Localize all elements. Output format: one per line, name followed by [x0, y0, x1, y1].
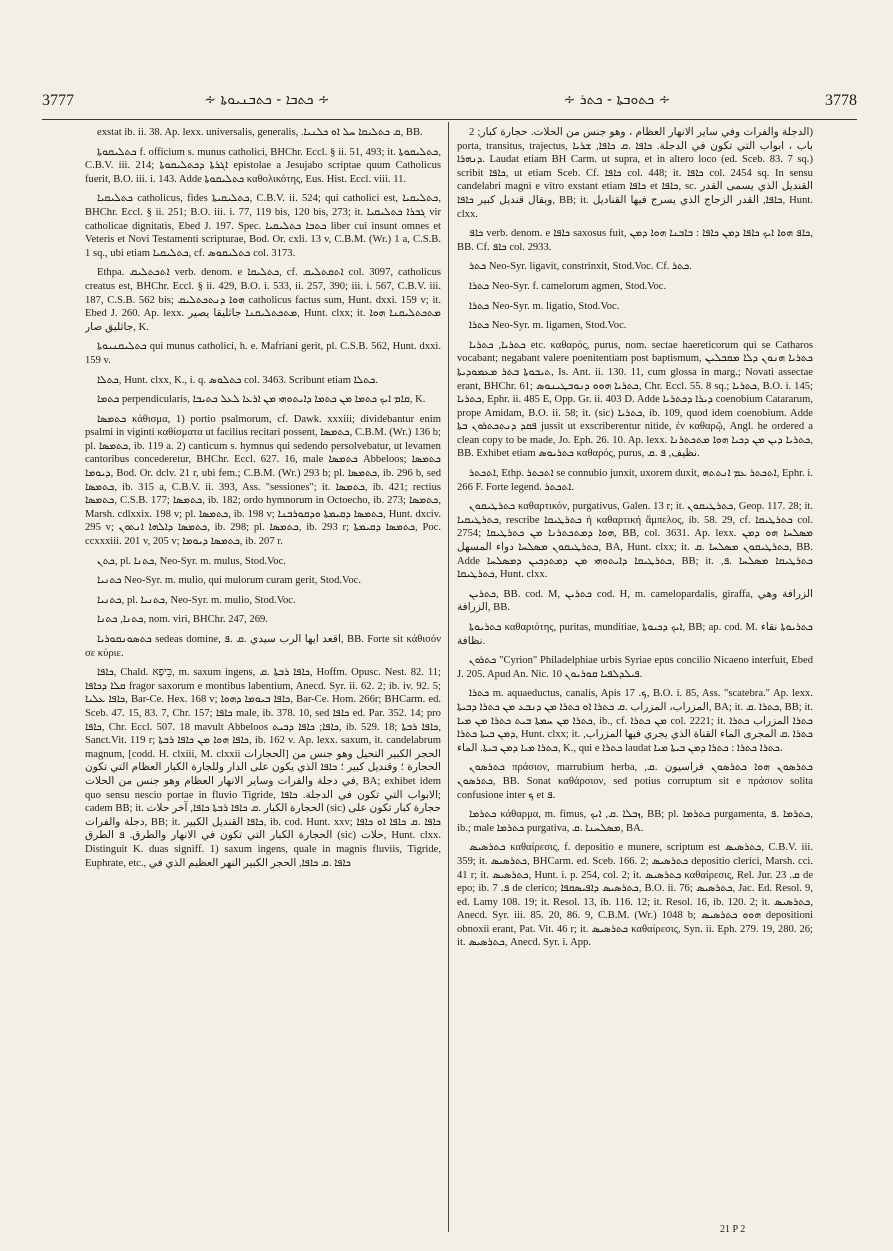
dictionary-entry: ܟܬܪܝܐ, ܟܬܪܝܐ etc. καθαρός, purus, nom. sectae haereticorum qui se Catharos vocabant; negabant valere poenitentiam post baptismum, ܟܬܪܝܐ ܗܢܘܢ ܕܠܐ ܡܩܒܠܝܢ ܬܝܒܘܬܐ ܒܬܪ ܡܥܡܘܕܝܬܐ, Is. Ant. ii. 130. 11, cum glossa in marg.; Novati assectae erant, BHChr. 61; ܟܬܪܝܐ ܗܘܘ ܕܢܘܒܛܝܢܘܣ, Chr. Eccl. 55. 8 sq.; ܟܬܪܝܐ, B.O. i. 145; ܟܬܪܝܐ, Ephr. ii. 485 E, Opp. Gr. ii. 403 D. Adde ܕܝܪܐ ܕܟܬܪܝܐ coenobium Catararum, prope Amidam, B.O. ii. 58; it. (sic) ܟܬܪܝܐ, ib. 109, quod idem coenobium. Adde ܦܩܕ ܕܢܬܟܬܪܘܢ ܒܬܐ jussit ut exscriberentur nitide, ἐν καθαρῷ, Angl. he ordered a clean copy to be made, Jo. Eph. 26. 10. Ap. lexx. ܟܬܪܝܐ ܕܝܢ ܡܢ ܕܟܝܐ ܗܘܐ ܡܬܟܬܪܢܐ, BB. Exhibet etiam ܟܬܪܝܘܣ καθαρός, purus, نظيف, ܦ .ܩ.	[457, 339, 813, 460]
running-head-left: ∻ ܟܬܒܐ - ܟܬܒܢܝܘܬܐ ∻	[204, 92, 330, 108]
dictionary-entry: ܟܐܦ verb. denom. e ܟܐܦܐ saxosus fuit, ܟܐܦ ܗܘܐ ܐܝܟ ܟܐܦܐ ܕܡܢ ܟܐܦܐ : ܒܐܒܢܐ ܗܘܐ ܕܡܢ, BB. Cf. ܟܐܦ col. 2933.	[457, 228, 813, 253]
page-header	[42, 88, 857, 114]
dictionary-entry: ܟܬܪ Neo-Syr. ligavit, constrinxit, Stod.Voc. Cf. ܟܬܪ.	[469, 261, 692, 273]
dictionary-entry: ܟܬܪܝܢ, BB. cod. M, ܟܬܪܝܢ cod. H, m. camelopardalis, giraffa, الزرافة وهي الزرافة, BB.	[457, 588, 813, 614]
running-head-right: ∻ ܟܬܘܒܬܐ - ܟܬܪ ∻	[563, 92, 671, 108]
dictionary-entry: Ethpa. ܐܬܟܬܠܝܩ verb. denom. e ܟܬܠܝܩܐ, cf. ܐܬܩܬܠܝܩ col. 3097, catholicus creatus est, BHChr. Eccl. § ii. 429, B.O. i. 533, ii. 257, 390; iii. i. 567, C.B.V. iii. 187, C.S.B. 562 bis; ܗܘܐ ܕܢܬܟܬܠܝܩ catholicus factus sum, Hunt. dxxi. 159 v; it. Ebed J. 260. Ap. lexx. ܡܬܟܬܠܝܩܢܐ جاثليقا يصير, Hunt. clxx; it. ܡܬܟܬܠܝܩܢܐ ܗܘܐ جاثليق صار, K.	[85, 267, 441, 333]
dictionary-entry: ܟܬܣܘܢܩܘܪܝܐ sedeas domine, اقعد ايها الرب سيدي .ܩ .ܦ, BB. Forte sit κάθισόν σε κύριε.	[85, 634, 441, 659]
left-column	[85, 126, 441, 1236]
header-rule	[42, 119, 857, 120]
dictionary-entry: ܟܬܪܣܝܣ καθαίρεσις, f. depositio e munere, scriptum est ܟܬܪܣܝܣ, C.B.V. iii. 359; it. ܟܬܪܣܝܣ, BHCarm. ed. Sceb. 166. 2; ܟܬܪܣܝܣ depositio clerici, Marsh. cci. 41 r; it. ܟܬܪܣܝܣ, Hunt. i. p. 254, col. 2; it. ܟܬܪܣܝܣ καθαίρεσις, Rel. Jur. ܩ. 23 de epo; ib. ܦ. 7 de clerico; ܟܬܪܣܝܣ ܕܐܦܝܣܩܦܐ, B.O. ii. 76; ܟܬܪܣܝܣ, Jac. Ed. Resol. 9, ed. Lamy 108. 19; it. Resol. 13, ib. 116. 12; it. Resol. 16, ib. 120. 2; it. ܟܬܪܣܝܣ, Anecd. Syr. iii. 85. 20, 86. 9, C.B.M. (Wr.) 1048 b; ܗܘܘ ܟܬܪܣܝܣ depositioni obnoxii erant, Pat. Vit. 46 r; it. ܟܬܪܣܝܣ καθαίρεσις, Syn. ii. Eph. 279. 19, 280. 26; it. ܟܬܪܣܝܣ, Anecd. Syr. i. App.	[457, 842, 813, 949]
dictionary-entry: ܐܬܟܬܪ, Ethp. ܐܬܟܬܪ se connubio junxit, uxorem duxit, ܐܬܟܬܪ ܥܡ ܐܢܬܬܗ, Ephr. i. 266 F. Forte legend. ܐܬܟܬܪ.	[457, 468, 813, 493]
dictionary-entry: ܟܬܪܣܘܢ πράσιον, marrubium herba, ܟܬܪܣܘܢ ܗܘܐ ܟܬܪܣܘܢ فراسيون .ܩ, ܟܬܪܣܘܢ, BB. Sonat καθάρσιον, sed potius corruptum sit e πράσιον solita confusione inter ܟ et ܦ.	[457, 762, 813, 801]
printer-signature: 21 P 2	[720, 1224, 746, 1235]
dictionary-entry: ܟܬܪܡܐ κάθαρμα, m. fimus, ܙܒܠܐ .ܩ, ܐܝܟ, BB; pl. ܟܬܪܡܐ purgamenta, ܟܬܪܡܐ .ܦ, ib.; male ܟܬܪܡܐ purgativa, ܡܣܠܚܢܐ .ܩ, BA.	[457, 809, 813, 834]
dictionary-entry: ܟܬܡܐ perpendicularis, ܩܐܡ ܐܝܟ ܟܬܡܐ ܡܢ ܟܬܡܐ ܕܐܝܬܘܗܝ ܡܢ ܐܪܥܐ ܠܥܠ ܟܬܝܒܐ, K.	[97, 394, 426, 406]
dictionary-entry: ܟܬܠܐ, Hunt. clxx, K., i. q. ܟܬܠܘܣ col. 3463. Scribunt etiam ܟܬܠܐ.	[97, 374, 379, 386]
page-number-left: 3777	[42, 92, 74, 109]
dictionary-entry: ܟܬܪܐ Neo-Syr. f. camelorum agmen, Stod.Voc.	[469, 280, 667, 292]
dictionary-entry: ܟܬܪܐ Neo-Syr. m. ligamen, Stod.Voc.	[469, 320, 627, 332]
dictionary-entry: ܟܬܢܐ, ܟܬܢܐ, nom. viri, BHChr. 247, 269.	[97, 614, 268, 626]
dictionary-entry: ܟܬܠܝܩܝܐ catholicus, fides ܟܬܠܝܩܝܬܐ, C.B.V. ii. 524; qui catholici est, ܟܬܠܝܩܝܐ, BHChr. Eccl. § ii. 251; B.O. iii. i. 77, 119 bis, 120 bis, 273; it. ܓܒܪܐ ܟܬܠܝܩܝܐ vir catholicae dignitatis, Ebed J. 197. Spec. ܟܬܒܐ ܟܬܠܝܩܝܐ liber cui insunt omnes et Veteris et Novi Testamenti scripturae, Bod. Or. cxli. 13 v, C.B.M. (Wr.) 1 a, C.S.B. 1 sq., ubi etiam ܟܬܠܝܩܝܐ, cf. ܟܬܠܝܩܘܣ col. 3173.	[85, 193, 441, 259]
dictionary-entry: ܟܬܢܝܐ Neo-Syr. m. mulio, qui mulorum curam gerit, Stod.Voc.	[97, 575, 361, 587]
right-column	[457, 126, 813, 1236]
dictionary-entry: الدجلة والفرات وفي ساير الانهار العظام ، وهو جنس من الحلات. حجارة كبار; 2) porta, transitus, trajectus, باب ، ابواب التي تكون في الدجلة. ܟܐܦܐ .ܩ ܟܐܦܐ, ܫܪܝܐ ܕܢܗܪܐ. Laudat etiam BH Carm. ut supra, et in altero loco (ed. Sceb. 83. 7 sq.) scribit ܟܐܦܐ, ut etiam Sceb. Cf. ܟܐܦܐ col. 448; it. ܟܐܦܐ col. 2454 sq. In sensu candelabri magni e vitro exstant etiam ܟܐܦܐ et ܟܐܦܐ, sc. القنديل الذي يسمى القدر ويقال قنديل كبير ܟܐܦܐ, BB; it. ܟܐܦܐ, القدر الزجاج الذي يسرج فيها القناديل, Hunt. clxx.	[457, 127, 813, 220]
dictionary-entry: ܟܬܠܝܩܘܬܐ f. officium s. munus catholici, BHChr. Eccl. § ii. 51, 493; it. ܟܬܠܝܩܘܬܐ, C.B.V. iii. 214; ܐܓܪܬܐ ܕܟܬܠܝܩܘܬܐ epistolae a Jesujabo scriptae quum Catholicus fuerit, B.O. iii. i. 143. Adde ܟܬܠܝܩܘܬܐ καθολικότης, Eus. Hist. Eccl. viii. 11.	[85, 146, 441, 185]
dictionary-entry: ܟܬܪܛܝܩܘܢ καθαρτικόν, purgativus, Galen. 13 r; it. ܟܬܪܛܝܩܘܢ, Geop. 117. 28; it. ܟܬܪܛܝܩܝܐ, rescribe ܟܬܪܛܝܩܐ ἡ καθαρτική ἄμπελος, ib. 58. 29, cf. ܟܬܪܛܝܩܐ col. 2754; ܗܘܐ ܕܡܬܟܬܪܢܐ ܡܢ ܟܬܪܛܝܩܐ, BB, col. 3631. Ap. lexx. ܡܣܠܚܐ ܗܘ ܕܡܢ ܟܬܪܛܝܩܘܢ ܡܣܠܚܐ دواء المسهل, BA, Hunt. clxx; it. ܟܬܪܛܝܩܘܢ ܡܣܠܚܐ .ܩ, BB. Adde ܟܬܪܛܝܩܐ ܕܐܝܬܘܗܝ ܡܢ ܕܡܬܕܟܝܢ ܕܡܣܠܚܐ, BB; it. ܟܬܪܛܝܩܐ ܡܣܠܚܐ .ܦ, ܟܬܪܛܝܩܐ, Hunt. clxx.	[457, 501, 813, 581]
dictionary-entry: ܟܬܡܣܐ κάθισμα, 1) portio psalmorum, cf. Dawk. xxxiii; dividebantur enim psalmi in viginti καθίσματα ut facilius recitari possent, ܟܬܡܣܐ, C.B.M. (Wr.) 136 b; pl. ܟܬܡܣܐ, ib. 119 a. 2) canticum s. hymnus qui sedendo persolvebatur, ut levamen cantoribus concederetur, BHChr. Eccl. 627. 16, male ܟܬܡܣܐ Abbeloos; ܟܬܡܣܐ ܕܝܘܡܐ, Bod. Or. dclv. 21 r, ubi fem.; C.B.M. (Wr.) 293 b; pl. ܟܬܡܣܐ, ib. 296 b, sed ܟܬܡܣܐ, ib. 315 a, C.B.V. ii. 393, Ass. "sessiones"; it. ܟܬܡܣܐ, ib. 421; rectius ܟܬܡܣܐ, C.S.B. 177; ܟܬܡܣܐ, ib. 182; ordo hymnorum in Octoecho, ib. 273; ܟܬܡܣܐ, Marsh. cdlxxix. 198 v; pl. ܟܬܡܣܐ, ib. 198 v; ܟܬܡܣܐ ܕܩܝܡܬܐ ܘܕܩܘܪܒܢܐ, Hunt. dxciv. 295 v; ܟܬܡܣܐ ܕܐܠܗܐ ܐܢܬܘܢ, ib. 298; pl. ܟܬܡܣܐ, ib. 293 r; ܟܬܡܣܐ ܕܩܝܡܬܐ, Poc. ccxxxiii. 201 v, 205 v; ܟܬܡܣܐ ܕܝܘܡܐ, ib. 207 r.	[85, 413, 441, 548]
dictionary-entry: ܟܬܪܝܘܬܐ καθαριότης, puritas, munditiae, ܐܝܟ ܕܟܝܘܬܐ, BB; ap. cod. M. ܟܬܪܝܘܬܐ نقاء نظافة.	[457, 622, 813, 647]
dictionary-entry: ܟܬܢ, pl. ܟܬܢܐ, Neo-Syr. m. mulus, Stod.Voc.	[97, 555, 286, 567]
page-number-right: 3778	[825, 92, 857, 109]
dictionary-entry: ܟܬܪܘܢ "Cyrion" Philadelphiae urbis Syriae epus concilio Nicaeno interfuit, Ebed J. 205. Apud An. Nic. 10 ܦܝܠܕܠܦܝܐ ܩܘܪܝܘܢ.	[457, 655, 813, 680]
dictionary-entry: ܟܬܠܝܩܢܝܘܬܐ qui munus catholici, h. e. Mafriani gerit, pl. C.S.B. 562, Hunt. dxxi. 159 v.	[85, 341, 441, 366]
dictionary-entry: ܟܬܪܐ Neo-Syr. m. ligatio, Stod.Voc.	[469, 300, 620, 312]
dictionary-entry: ܟܬܪܐ m. aquaeductus, canalis, Apis ܟ. 17, B.O. i. 85, Ass. "scatebra." Ap. lexx. المزراب، المزراب .ܩ ܟܬܪܐ ܐܘ ܟܬܪܐ ܡܢ ܕܢܒܥ ܡܢ ܟܬܪܐ ܕܒܝܬܐ, BA; it. ܟܬܪܐ .ܩ, BB; it. ܟܬܪܐ ܡܢ ܚܡܬܐ ܒܝܬ ܟܬܪܐ ܡܢ ܡܝܐ, ib., cf. ܡܢ ܟܬܪܐ col. 2221; it. ܟܬܪܐ المزراب ܟܬܪܐ ܕܡܢ ܒܝܬܐ ܟܬܪܐ, Hunt. clxx; it. ܟܬܪܐ .ܩ المجرى الماء القناة الذي يجري فيها المزراب, ܟܬܪܐ ܡܝܐ ܕܡܢ ܒܝܬܐ. الماء, K., qui e ܟܬܪܐ laudat ܟܬܪܐ ܟܬܪܐ : ܟܬܪܐ ܕܡܢ ܒܝܬܐ ܡܝܐ.	[457, 688, 813, 754]
dictionary-entry: ܟܐܦܐ, Chald. כֵּיפָא, m. saxum ingens, ܟܐܦܐ ܪܒܬܐ .ܩ, Hoffm. Opusc. Nest. 82. 11; ܩܠܐ ܕܟܐܦܐ fragor saxorum e montibus labentium, Anecd. Syr. ii. 62. 2; ib. iv. 92. 5; ܟܐܦܐ ܥܠܝܐ, Bar-Ce. Hex. 168 v; ܟܐܦܐ ܒܝܘܡܐ ܕܗܘܐ, Bar-Ce. Hom. 266r; BHCarm. ed. Sceb. 47. 15, 83. 7, Chr. 157; ܟܐܦܐ male, ib. 378. 10, sed ܟܐܦܐ ed. Par. 352. 14; pro ܟܐܦܐ, Chr. Eccl. 507. 18 mavult Abbeloos ܟܐܦܐ; ܟܐܦܐ ܕܒܝܬ, ib. 529. 18; ܟܐܦܐ ܪܒܬܐ, Sanct.Vit. 119 r; ܟܐܦܐ ܗܘܐ ܡܢ ܟܐܦܐ ܪܒܬܐ, ib. 162 v. Ap. lexx. saxum, it. candelabrum magnum, [codd. H. clxiii, M. clxxii الحجارات] الحجر الكبير النحيل وهو جنس من الحجارة ؛ وقنديل كبير ؛ ܟܐܦܐ الذي يكون على الدار وللجارة الكبار العظام التي تكون في دجلة والفرات وساير الانهار العظام وهو جنس من الحلات, BA; exhibet idem quo sensu nescio portae in fluvio Tigride, الابواب التي تكون في الدجلة. ܟܐܦܐ; cadem BB; it. الحجارة الكبار .ܩ ܟܐܦܐ ܪܒܬܐ ܟܐܦܐ, آخر حلات (sic) حجارة كبار تكون على دجلة والفرات, BB; it. ܟܐܦܐ القنديل الكبير, ib. cod. Hunt. xxv; ܟܐܦܐ .ܩ ܟܐܦܐ ܐܘ ܟܐܦܐ الحجارة الكبار التي تكون في الانهار والطرق. ܦ الطرق (sic) حلات, Hunt. clxx. Distinguit K. duas signiff. 1) saxum ingens, quale in magnis fluviis, Tigride, Euphrate, etc., ܟܐܦܐ .ܩ ܟܐܦܐ, الحجر الكبير النهر العظيم الذي في	[85, 667, 441, 869]
dictionary-entry: exstat ib. ii. 38. Ap. lexx. universalis, generalis, .ܩ ܟܬܠܝܩܐ ܚܠ ܐܘ ܟܠܢܝܐ, BB.	[97, 127, 423, 138]
dictionary-entry: ܟܬܢܝܐ, pl. ܟܬܢܝܐ, Neo-Syr. m. mulio, Stod.Voc.	[97, 594, 296, 606]
column-divider	[448, 122, 449, 1232]
